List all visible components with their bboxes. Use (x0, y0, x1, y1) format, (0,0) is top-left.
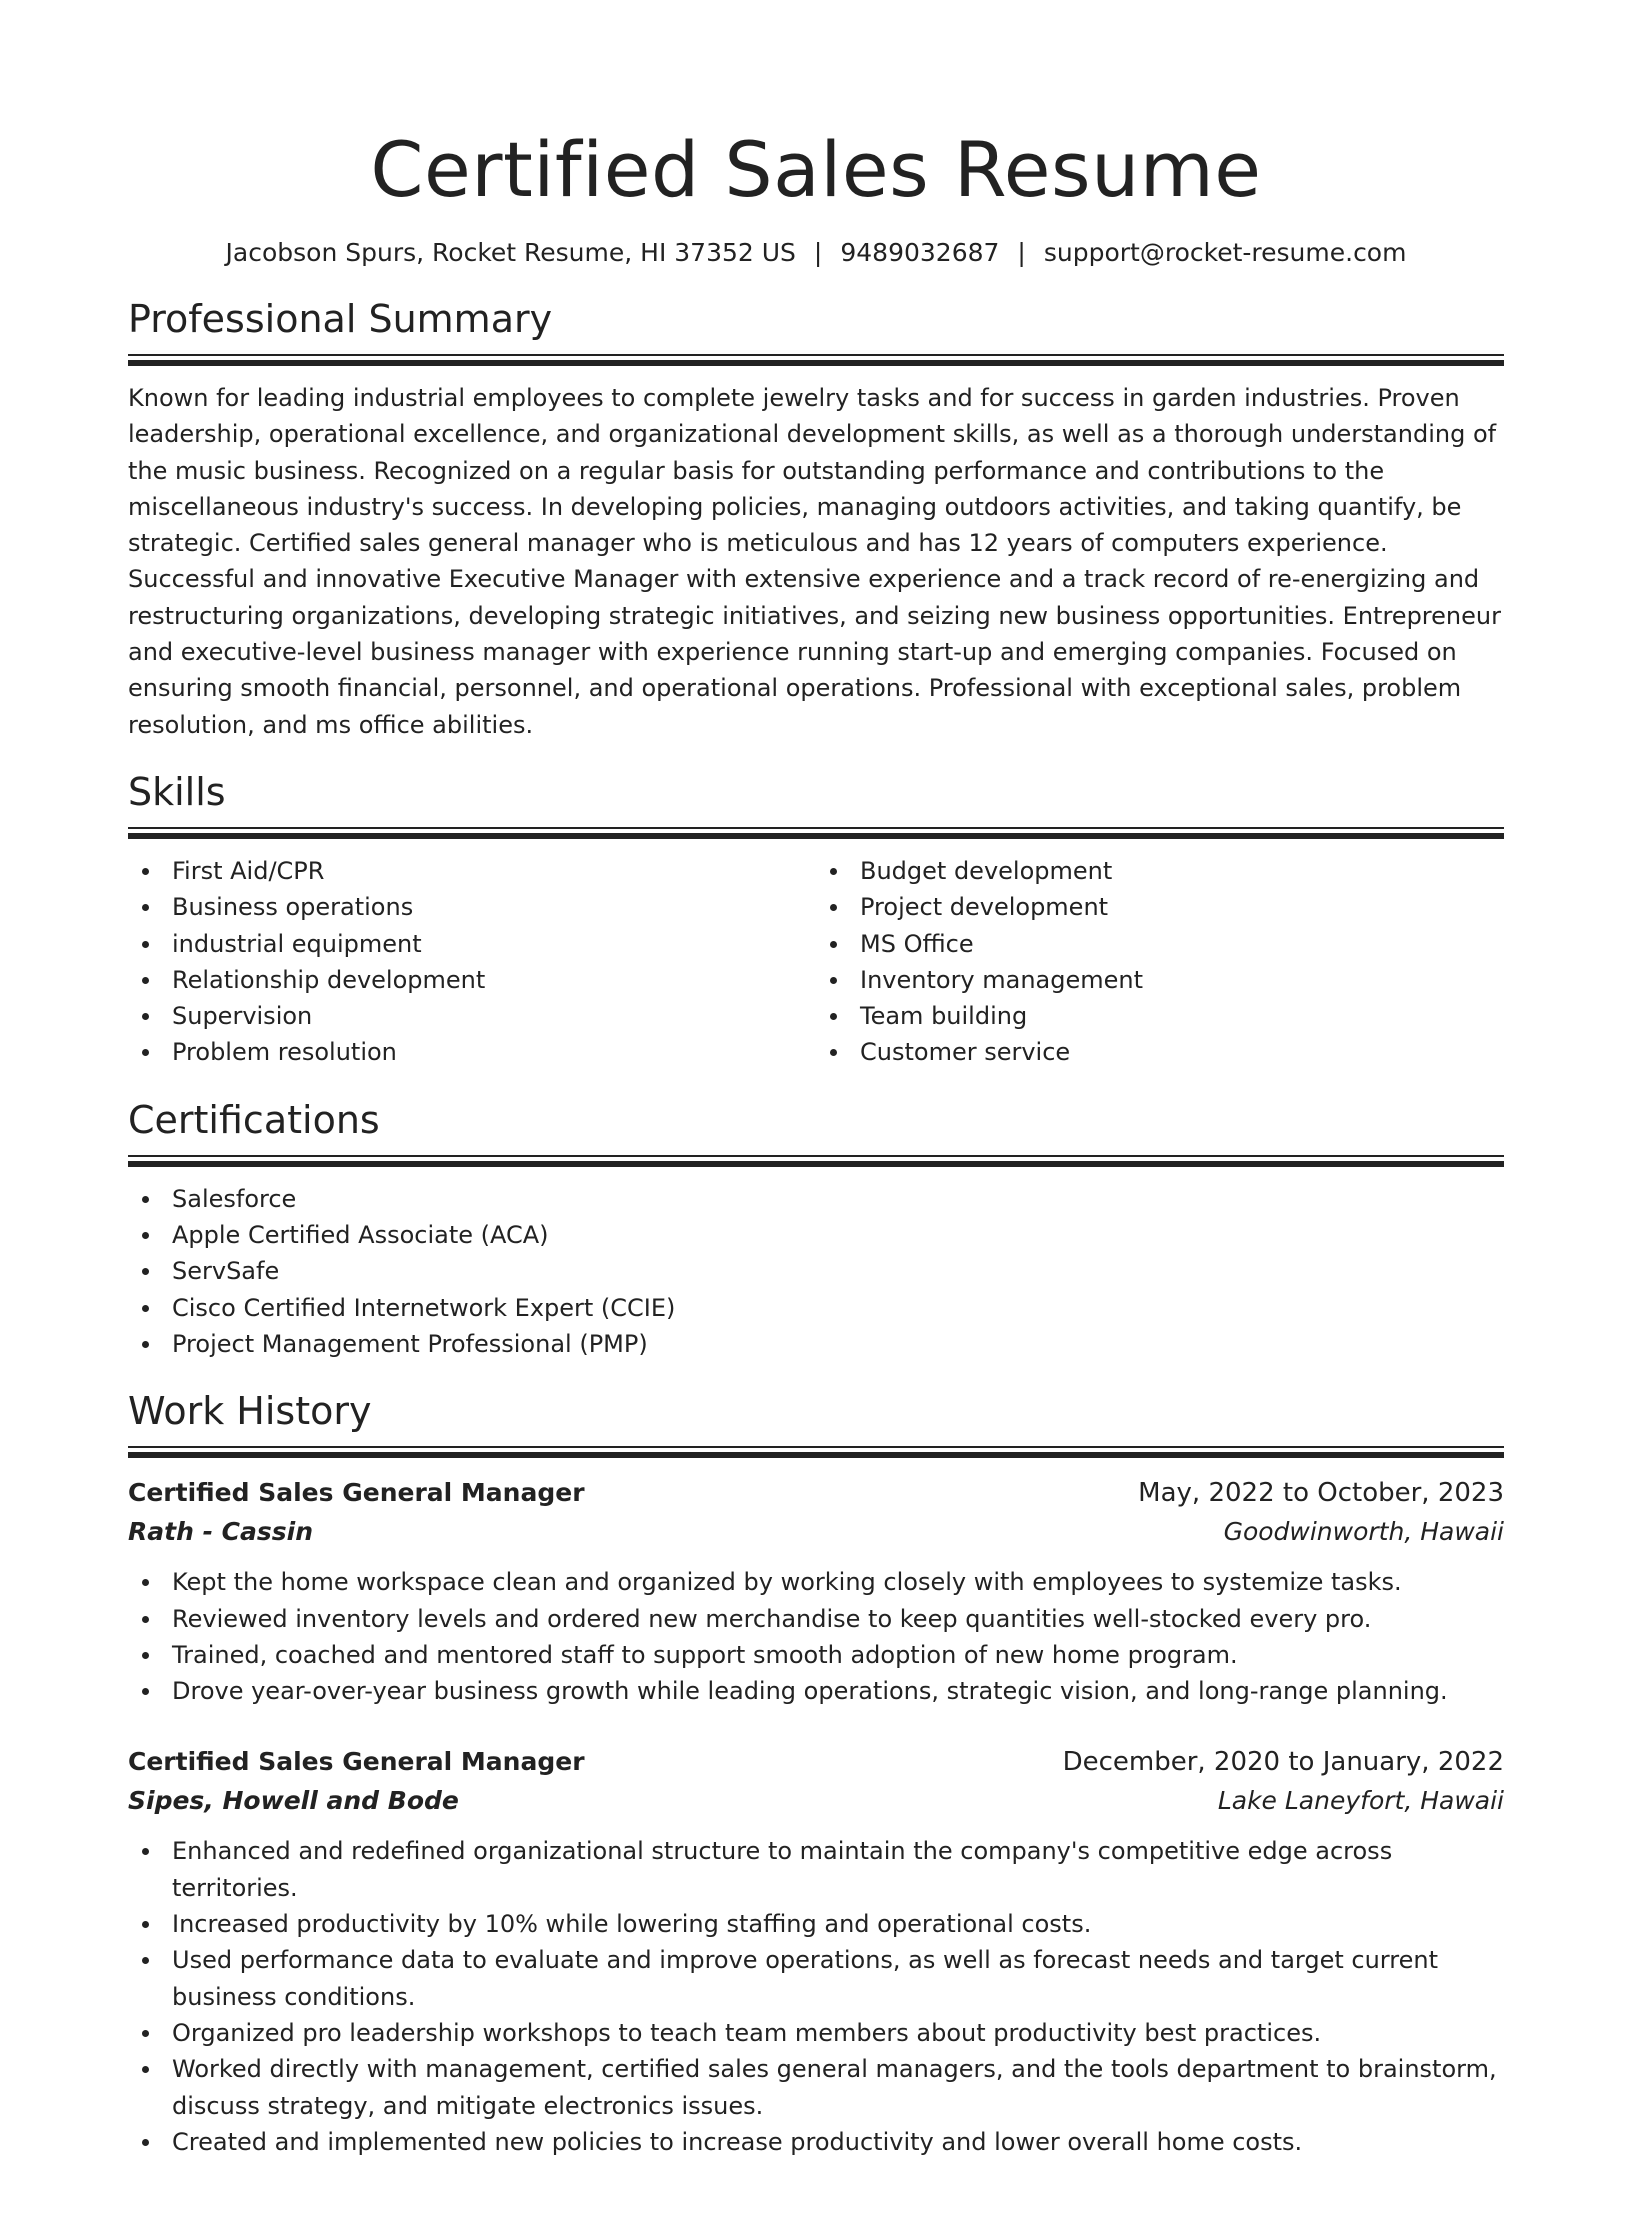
job-bullet: Kept the home workspace clean and organized by working closely with employees to systemize tasks. (128, 1564, 1504, 1600)
certifications-list (128, 1181, 1504, 1362)
job-company: Sipes, Howell and Bode (128, 1786, 459, 1816)
certification-item: Project Management Professional (PMP) (128, 1326, 1504, 1362)
job-subheader-row (128, 1781, 1504, 1821)
job-bullet: Trained, coached and mentored staff to support smooth adoption of new home program. (128, 1637, 1504, 1673)
certification-item: ServSafe (128, 1253, 1504, 1289)
job-entry (128, 1474, 1504, 1709)
contact-line (128, 236, 1504, 270)
contact-separator: | (1017, 238, 1026, 267)
job-company: Rath - Cassin (128, 1517, 313, 1547)
job-bullets (128, 1833, 1504, 2160)
certification-item: Salesforce (128, 1181, 1504, 1217)
summary-text: Known for leading industrial employees to complete jewelry tasks and for success in garden industries. Proven leadership, operational excellence, and organizational development skills, as well as a thorough understanding of the music business. Recognized on a regular basis for outstanding performance and contributions to the miscellaneous industry's success. In developing policies, managing outdoors activities, and taking quantify, be strategic. Certified sales general manager who is meticulous and has 12 years of computers experience. Successful and innovative Executive Manager with extensive experience and a track record of re-energizing and restructuring organizations, developing strategic initiatives, and seizing new business opportunities. Entrepreneur and executive-level business manager with experience running start-up and emerging companies. Focused on ensuring smooth financial, personnel, and operational operations. Professional with exceptional sales, problem resolution, and ms office abilities. (128, 384, 1501, 739)
summary-heading: Professional Summary (128, 297, 553, 341)
skill-item: Team building (816, 998, 1504, 1034)
skills-list-right (816, 853, 1504, 1071)
skill-item: Relationship development (128, 962, 816, 998)
job-bullet: Created and implemented new policies to increase productivity and lower overall home costs. (128, 2124, 1504, 2160)
work-history-heading: Work History (128, 1389, 372, 1434)
skills-section (128, 769, 1504, 1071)
section-divider (128, 354, 1504, 366)
skill-item: Business operations (128, 889, 816, 925)
summary-section (128, 296, 1504, 743)
job-bullet: Organized pro leadership workshops to teach team members about productivity best practices. (128, 2015, 1504, 2051)
certifications-heading: Certifications (128, 1097, 380, 1142)
job-bullet: Increased productivity by 10% while lowering staffing and operational costs. (128, 1906, 1504, 1942)
certification-item: Apple Certified Associate (ACA) (128, 1217, 1504, 1253)
skill-item: Inventory management (816, 962, 1504, 998)
job-subheader-row (128, 1512, 1504, 1552)
job-bullets (128, 1564, 1504, 1709)
section-divider (128, 1446, 1504, 1458)
resume-page (0, 124, 1632, 2236)
skills-heading: Skills (128, 769, 226, 814)
job-bullet: Drove year-over-year business growth while leading operations, strategic vision, and long-range planning. (128, 1673, 1504, 1709)
skills-list-left (128, 853, 816, 1071)
skill-item: Problem resolution (128, 1034, 816, 1070)
job-bullet: Used performance data to evaluate and improve operations, as well as forecast needs and target current business conditions. (128, 1942, 1504, 2015)
contact-separator: | (813, 238, 823, 267)
contact-email: support@rocket-resume.com (1043, 238, 1407, 267)
job-location: Lake Laneyfort, Hawaii (1217, 1786, 1504, 1816)
job-title: Certified Sales General Manager (128, 1747, 585, 1777)
job-header-row (128, 1474, 1504, 1512)
skill-item: First Aid/CPR (128, 853, 816, 889)
resume-title: Certified Sales Resume (370, 125, 1262, 214)
skill-item: Budget development (816, 853, 1504, 889)
skills-grid (128, 853, 1504, 1071)
job-dates: December, 2020 to January, 2022 (1062, 1747, 1504, 1778)
job-bullet: Reviewed inventory levels and ordered new merchandise to keep quantities well-stocked every pro. (128, 1601, 1504, 1637)
certification-item: Cisco Certified Internetwork Expert (CCIE) (128, 1290, 1504, 1326)
job-entry (128, 1743, 1504, 2160)
work-history-section (128, 1388, 1504, 2160)
job-location: Goodwinworth, Hawaii (1223, 1517, 1504, 1547)
job-dates: May, 2022 to October, 2023 (1138, 1478, 1504, 1509)
job-bullet: Worked directly with management, certified sales general managers, and the tools department to brainstorm, discuss strategy, and mitigate electronics issues. (128, 2051, 1504, 2124)
skill-item: Project development (816, 889, 1504, 925)
certifications-section (128, 1097, 1504, 1362)
contact-phone: 9489032687 (840, 238, 1000, 267)
job-header-row (128, 1743, 1504, 1781)
job-title: Certified Sales General Manager (128, 1478, 585, 1508)
contact-address: Jacobson Spurs, Rocket Resume, HI 37352 US (225, 238, 796, 267)
section-divider (128, 827, 1504, 839)
skill-item: industrial equipment (128, 926, 816, 962)
skill-item: Customer service (816, 1034, 1504, 1070)
skill-item: Supervision (128, 998, 816, 1034)
job-bullet: Enhanced and redefined organizational structure to maintain the company's competitive edge across territories. (128, 1833, 1504, 1906)
section-divider (128, 1155, 1504, 1167)
skill-item: MS Office (816, 926, 1504, 962)
